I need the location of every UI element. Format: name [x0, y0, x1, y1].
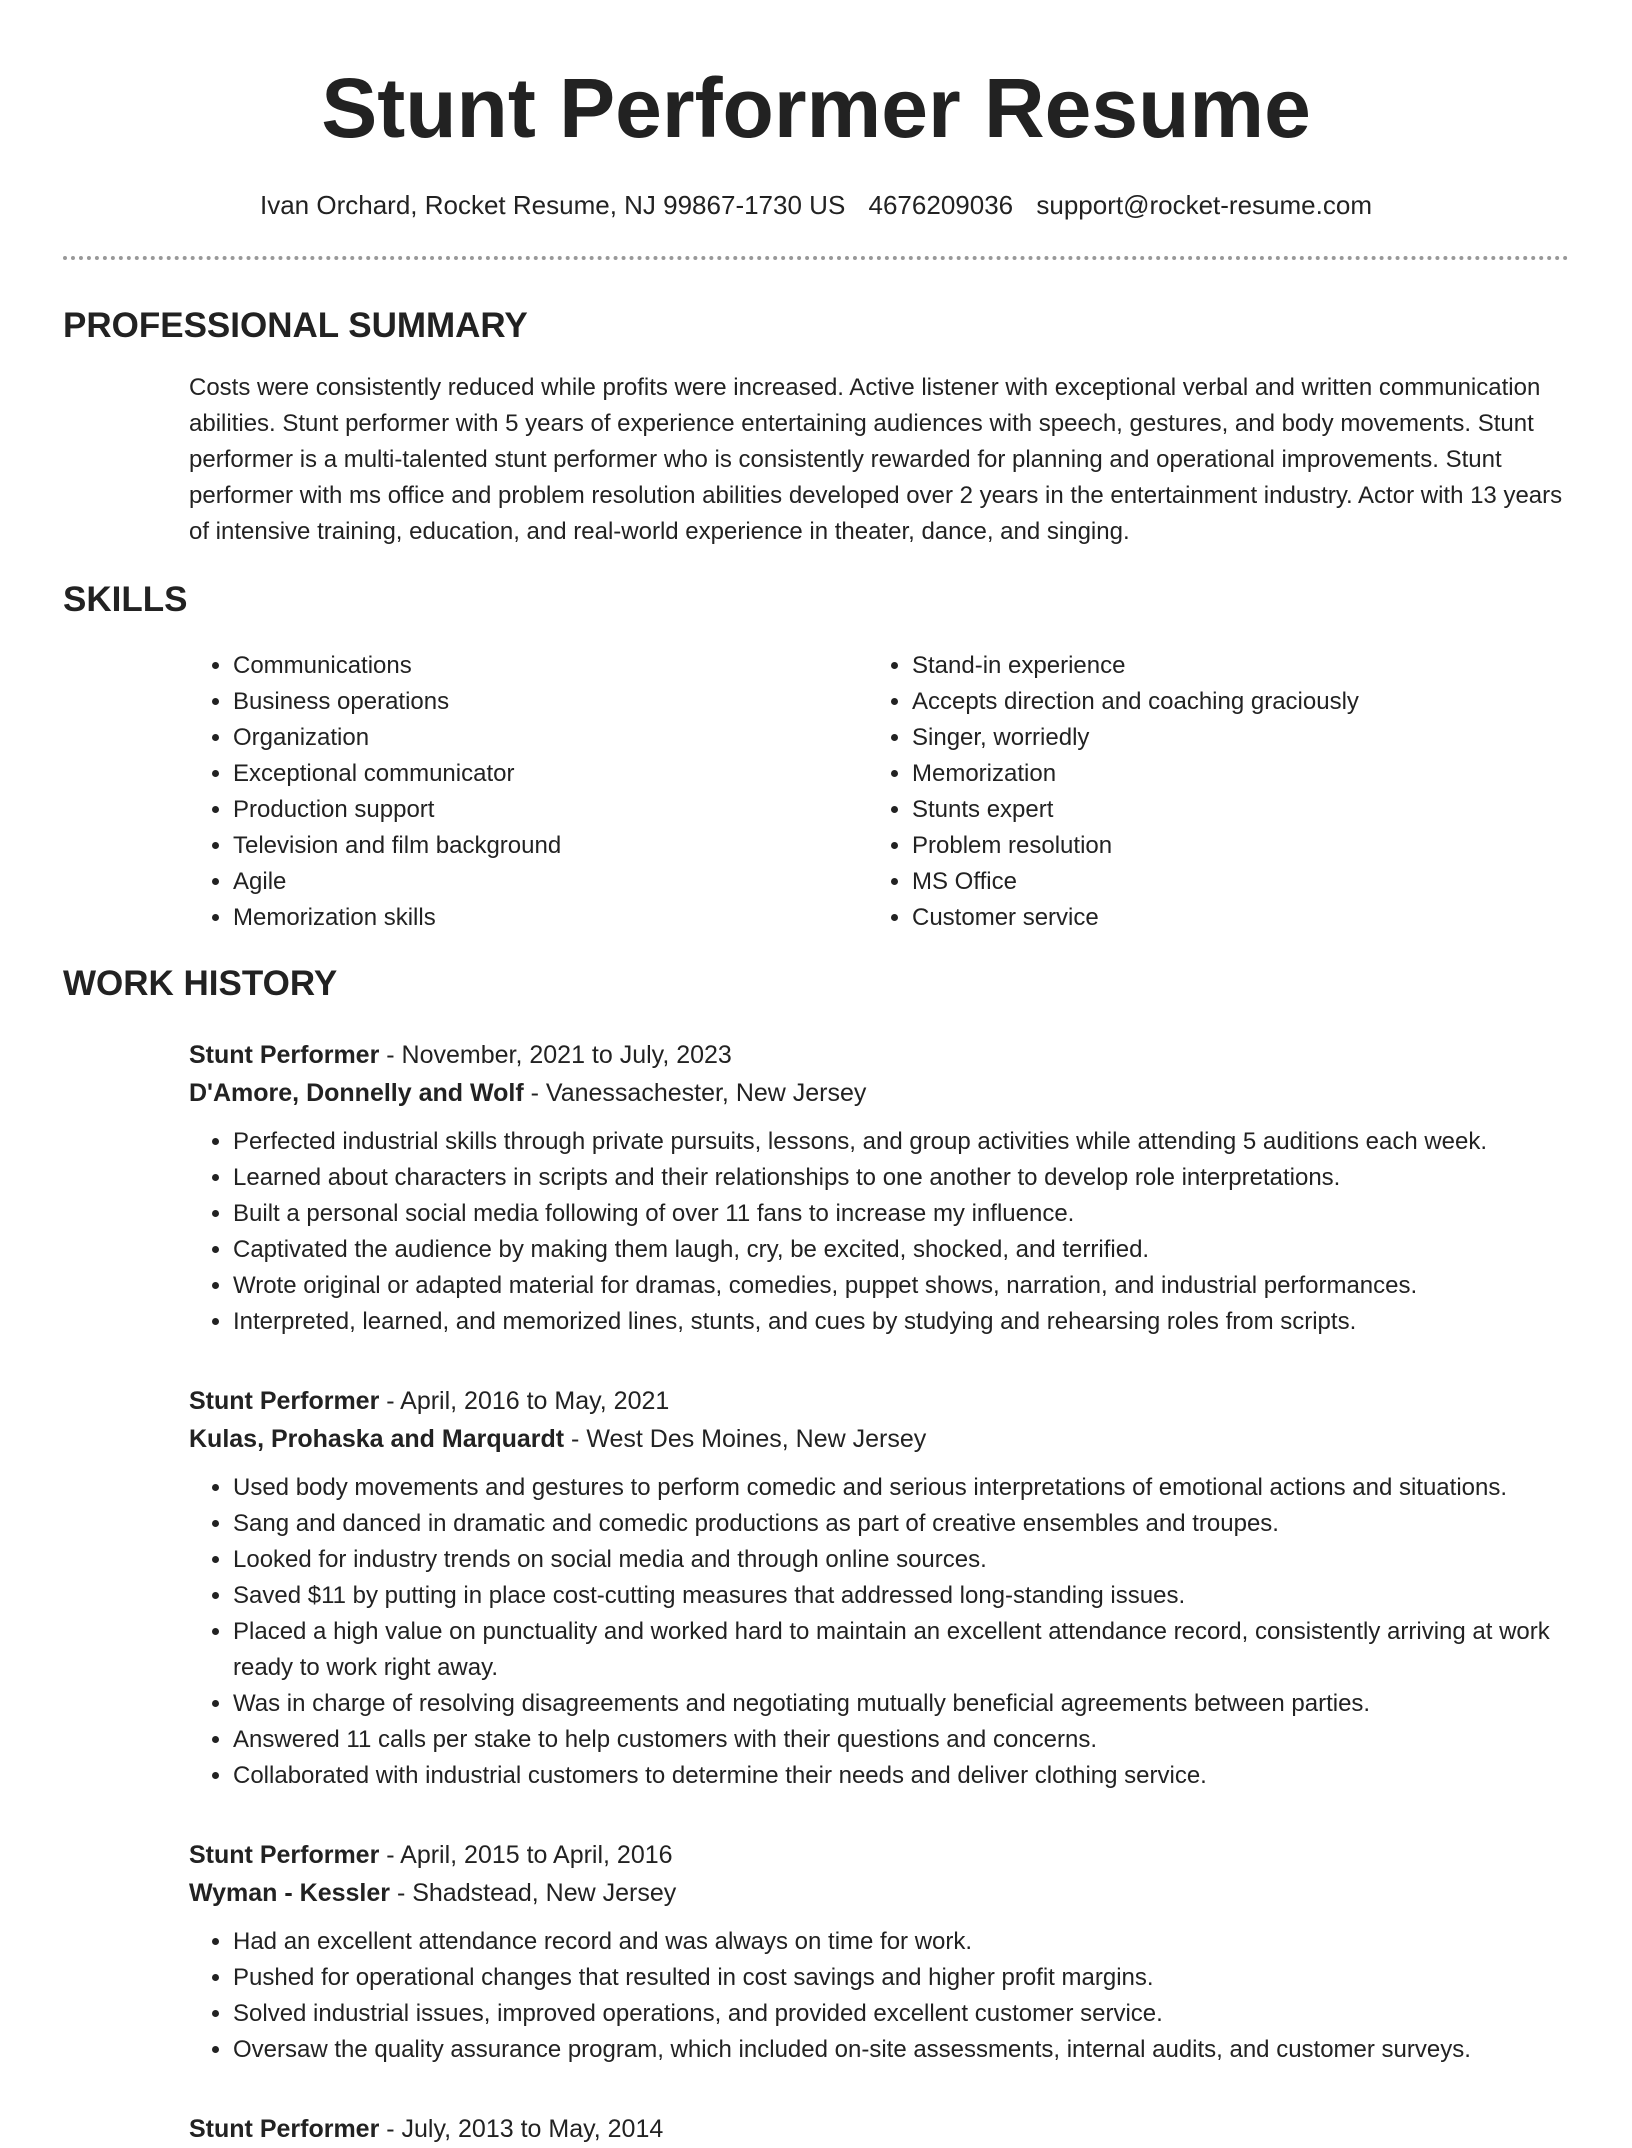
- header-divider: [63, 256, 1569, 260]
- job-title: Stunt Performer: [189, 1041, 380, 1069]
- job-location: - West Des Moines, New Jersey: [564, 1425, 927, 1453]
- skill-item: • Customer service: [912, 900, 1359, 936]
- job-bullet: • Had an excellent attendance record and was always on time for work.: [233, 1924, 1582, 1960]
- job-dates: - November, 2021 to July, 2023: [379, 1041, 732, 1069]
- job-title-line: [189, 1036, 1582, 1074]
- job-company: Kulas, Prohaska and Marquardt: [189, 1425, 565, 1453]
- skill-item: • Television and film background: [233, 828, 868, 864]
- job-bullet: • Used body movements and gestures to perform comedic and serious interpretations of emotional actions and situations.: [233, 1470, 1582, 1506]
- job-company-line: [189, 1074, 1582, 1112]
- contact-address: Ivan Orchard, Rocket Resume, NJ 99867-1730 US: [260, 190, 846, 220]
- job-title-line: [189, 1836, 1582, 1874]
- skill-item: • Accepts direction and coaching graciously: [912, 684, 1359, 720]
- skill-item: • Memorization skills: [233, 900, 868, 936]
- job-bullet: • Perfected industrial skills through private pursuits, lessons, and group activities while attending 5 auditions each week.: [233, 1124, 1582, 1160]
- skill-item: • Singer, worriedly: [912, 720, 1359, 756]
- skills-column-left: [189, 648, 868, 936]
- job-bullet: • Learned about characters in scripts and their relationships to one another to develop role interpretations.: [233, 1160, 1582, 1196]
- summary-heading: PROFESSIONAL SUMMARY: [63, 306, 528, 345]
- job-location: - Vanessachester, New Jersey: [523, 1079, 867, 1107]
- summary-text: Costs were consistently reduced while profits were increased. Active listener with exceptional verbal and written communication abilities. Stunt performer with 5 years of experience entertaining audiences with speech, gestures, and body movements. Stunt performer is a multi-talented stunt performer who is consistently rewarded for planning and operational improvements. Stunt performer with ms office and problem resolution abilities developed over 2 years in the entertainment industry. Actor with 13 years of intensive training, education, and real-world experience in theater, dance, and singing.: [189, 374, 1563, 545]
- job-bullets: [189, 1124, 1582, 1340]
- contact-phone: 4676209036: [868, 190, 1014, 220]
- contact-email: support@rocket-resume.com: [1036, 190, 1372, 220]
- job-title: Stunt Performer: [189, 2115, 380, 2143]
- job-bullet: • Wrote original or adapted material for dramas, comedies, puppet shows, narration, and industrial performances.: [233, 1268, 1582, 1304]
- job-bullet: • Pushed for operational changes that resulted in cost savings and higher profit margins.: [233, 1960, 1582, 1996]
- job-company-line: [189, 1420, 1582, 1458]
- job-bullet: • Oversaw the quality assurance program, which included on-site assessments, internal audits, and customer surveys.: [233, 2032, 1582, 2068]
- job-title-line: [189, 2110, 1582, 2148]
- job-bullet: • Interpreted, learned, and memorized lines, stunts, and cues by studying and rehearsing roles from scripts.: [233, 1304, 1582, 1340]
- job-entry: [189, 2110, 1582, 2148]
- contact-line: [0, 188, 1632, 222]
- job-bullet: • Placed a high value on punctuality and worked hard to maintain an excellent attendance record, consistently arriving at work ready to work right away.: [233, 1614, 1582, 1686]
- skills-list: [189, 648, 1569, 936]
- job-bullet: • Looked for industry trends on social media and through online sources.: [233, 1542, 1582, 1578]
- job-bullets: [189, 1924, 1582, 2068]
- job-company: Wyman - Kessler: [189, 1879, 391, 1907]
- resume-title: Stunt Performer Resume: [321, 61, 1311, 155]
- job-entry: [189, 1836, 1582, 2068]
- skill-item: • MS Office: [912, 864, 1359, 900]
- skill-item: • Stunts expert: [912, 792, 1359, 828]
- skill-item: • Agile: [233, 864, 868, 900]
- job-bullet: • Was in charge of resolving disagreements and negotiating mutually beneficial agreements between parties.: [233, 1686, 1582, 1722]
- skill-item: • Organization: [233, 720, 868, 756]
- job-entry: [189, 1382, 1582, 1794]
- job-company: D'Amore, Donnelly and Wolf: [189, 1079, 524, 1107]
- job-entry: [189, 1036, 1582, 1340]
- skill-item: • Exceptional communicator: [233, 756, 868, 792]
- job-bullet: • Saved $11 by putting in place cost-cutting measures that addressed long-standing issues.: [233, 1578, 1582, 1614]
- job-bullet: • Solved industrial issues, improved operations, and provided excellent customer service.: [233, 1996, 1582, 2032]
- job-bullet: • Answered 11 calls per stake to help customers with their questions and concerns.: [233, 1722, 1582, 1758]
- job-bullet: • Captivated the audience by making them laugh, cry, be excited, shocked, and terrified.: [233, 1232, 1582, 1268]
- skill-item: • Production support: [233, 792, 868, 828]
- skill-item: • Business operations: [233, 684, 868, 720]
- skill-item: • Stand-in experience: [912, 648, 1359, 684]
- work-history-heading: WORK HISTORY: [63, 964, 338, 1003]
- job-bullet: • Collaborated with industrial customers to determine their needs and deliver clothing service.: [233, 1758, 1582, 1794]
- skills-heading: SKILLS: [63, 580, 188, 619]
- job-bullets: [189, 1470, 1582, 1794]
- skill-item: • Memorization: [912, 756, 1359, 792]
- job-dates: - July, 2013 to May, 2014: [379, 2115, 664, 2143]
- job-location: - Shadstead, New Jersey: [390, 1879, 677, 1907]
- job-company-line: [189, 1874, 1582, 1912]
- skills-column-right: [868, 648, 1359, 936]
- job-bullet: • Sang and danced in dramatic and comedic productions as part of creative ensembles and troupes.: [233, 1506, 1582, 1542]
- job-title: Stunt Performer: [189, 1841, 380, 1869]
- skill-item: • Communications: [233, 648, 868, 684]
- job-title: Stunt Performer: [189, 1387, 380, 1415]
- skill-item: • Problem resolution: [912, 828, 1359, 864]
- job-dates: - April, 2015 to April, 2016: [379, 1841, 673, 1869]
- job-bullet: • Built a personal social media following of over 11 fans to increase my influence.: [233, 1196, 1582, 1232]
- job-title-line: [189, 1382, 1582, 1420]
- job-dates: - April, 2016 to May, 2021: [379, 1387, 670, 1415]
